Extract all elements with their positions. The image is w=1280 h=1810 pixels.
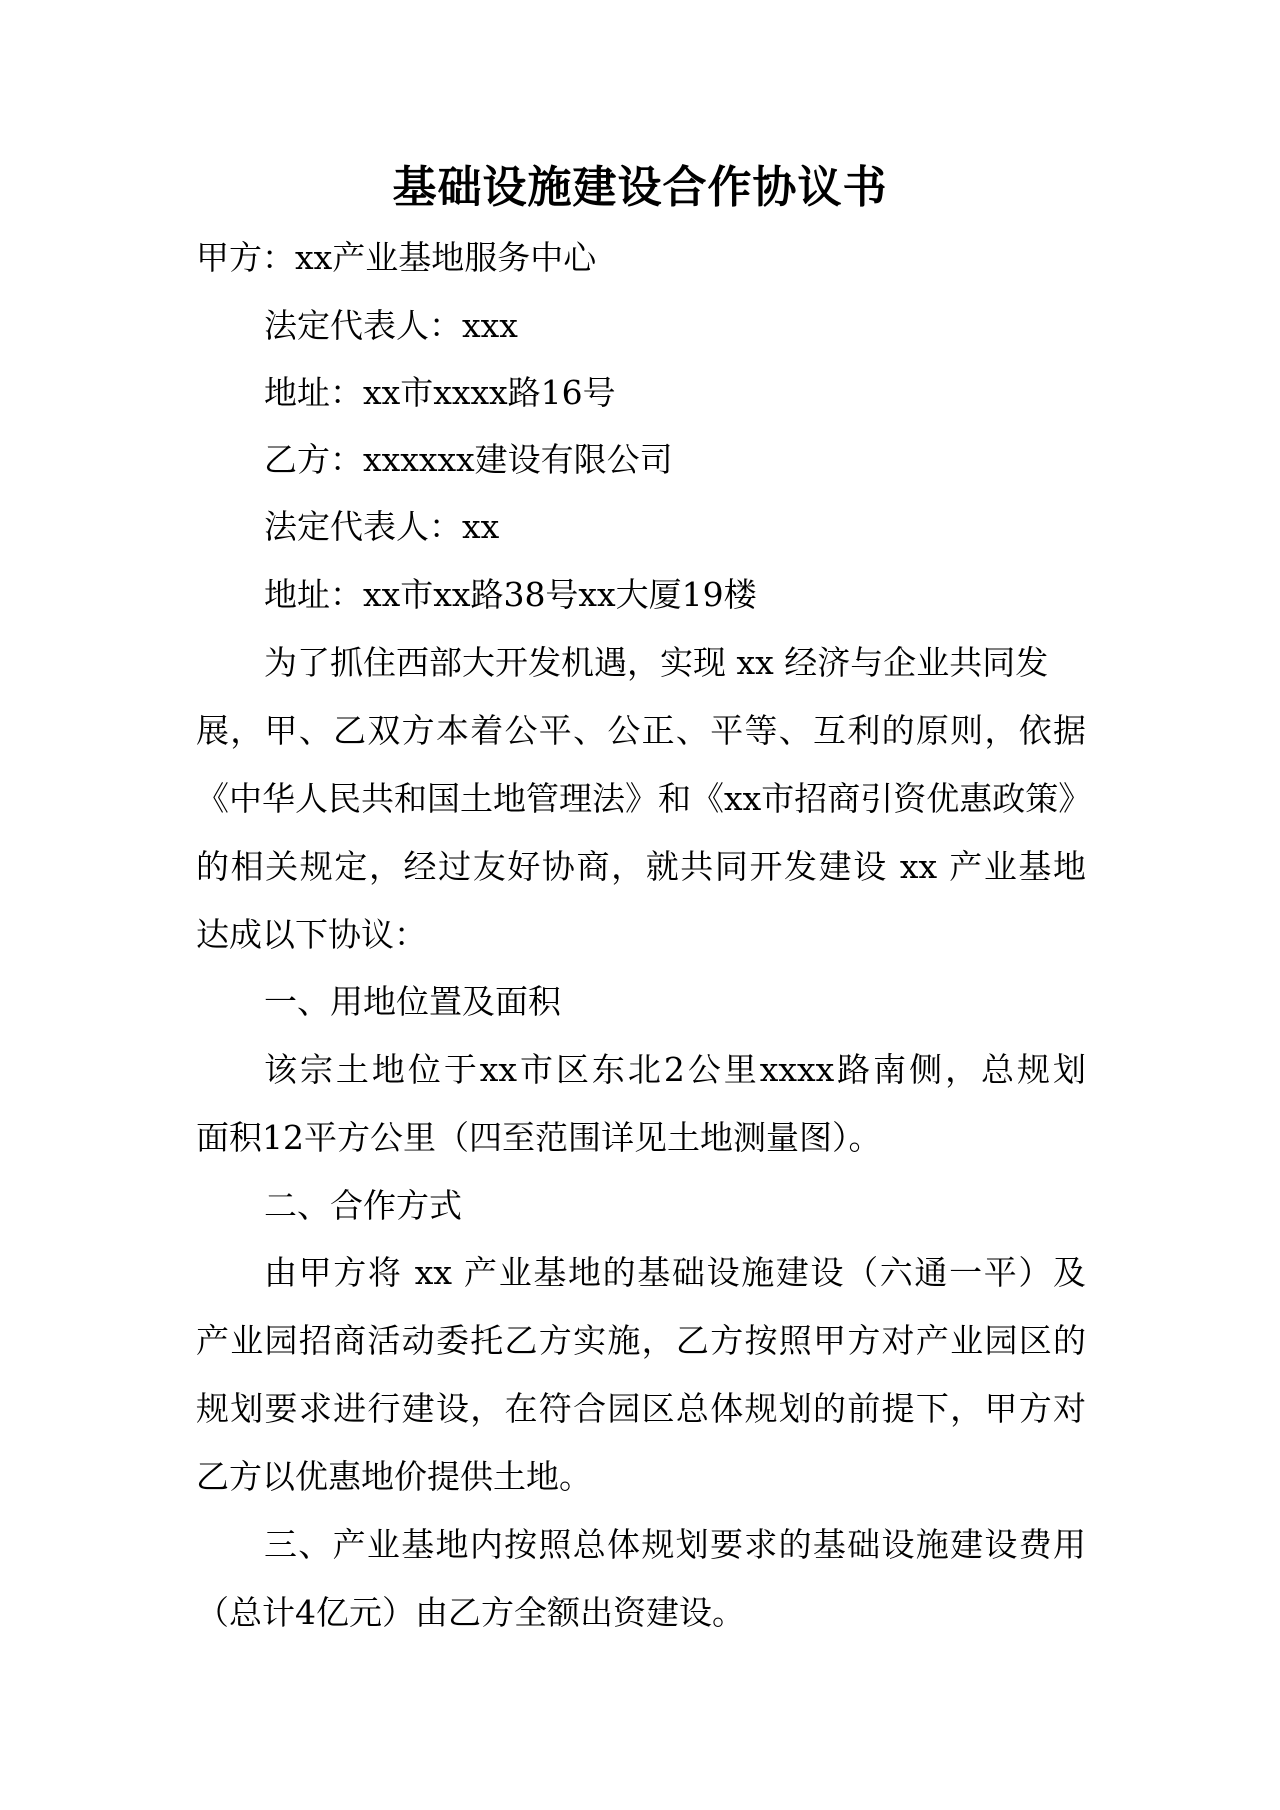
section-3-line-1: 三、产业基地内按照总体规划要求的基础设施建设费用 xyxy=(264,1525,1086,1564)
preamble-line-3: 《中华人民共和国土地管理法》和《xx市招商引资优惠政策》 xyxy=(196,779,1092,818)
preamble-line-5: 达成以下协议： xyxy=(196,915,427,954)
section-3-line-2: （总计4亿元）由乙方全额出资建设。 xyxy=(196,1593,745,1632)
party-a-line: 甲方：xx产业基地服务中心 xyxy=(196,238,597,277)
section-1-line-2: 面积12平方公里（四至范围详见土地测量图）。 xyxy=(196,1118,882,1157)
party-b-line: 乙方：xxxxxx建设有限公司 xyxy=(264,440,673,479)
section-2-line-4: 乙方以优惠地价提供土地。 xyxy=(196,1457,592,1496)
document-title: 基础设施建设合作协议书 xyxy=(392,162,888,213)
party-a-address: 地址：xx市xxxx路16号 xyxy=(264,373,616,412)
party-b-address: 地址：xx市xx路38号xx大厦19楼 xyxy=(264,575,757,614)
section-1-line-1: 该宗土地位于xx市区东北2公里xxxx路南侧，总规划 xyxy=(264,1050,1086,1089)
preamble-line-1: 为了抓住西部大开发机遇，实现 xx 经济与企业共同发 xyxy=(264,643,1049,682)
preamble-line-2: 展，甲、乙双方本着公平、公正、平等、互利的原则，依据 xyxy=(196,711,1086,750)
section-1-heading: 一、用地位置及面积 xyxy=(264,982,561,1021)
section-2-line-3: 规划要求进行建设，在符合园区总体规划的前提下，甲方对 xyxy=(196,1389,1086,1428)
preamble-line-4: 的相关规定，经过友好协商，就共同开发建设 xx 产业基地 xyxy=(196,847,1086,886)
section-2-heading: 二、合作方式 xyxy=(264,1186,462,1225)
section-2-line-1: 由甲方将 xx 产业基地的基础设施建设（六通一平）及 xyxy=(264,1253,1086,1292)
party-b-representative: 法定代表人：xx xyxy=(264,507,500,546)
section-2-line-2: 产业园招商活动委托乙方实施，乙方按照甲方对产业园区的 xyxy=(196,1321,1086,1360)
party-a-representative: 法定代表人：xxx xyxy=(264,306,518,345)
